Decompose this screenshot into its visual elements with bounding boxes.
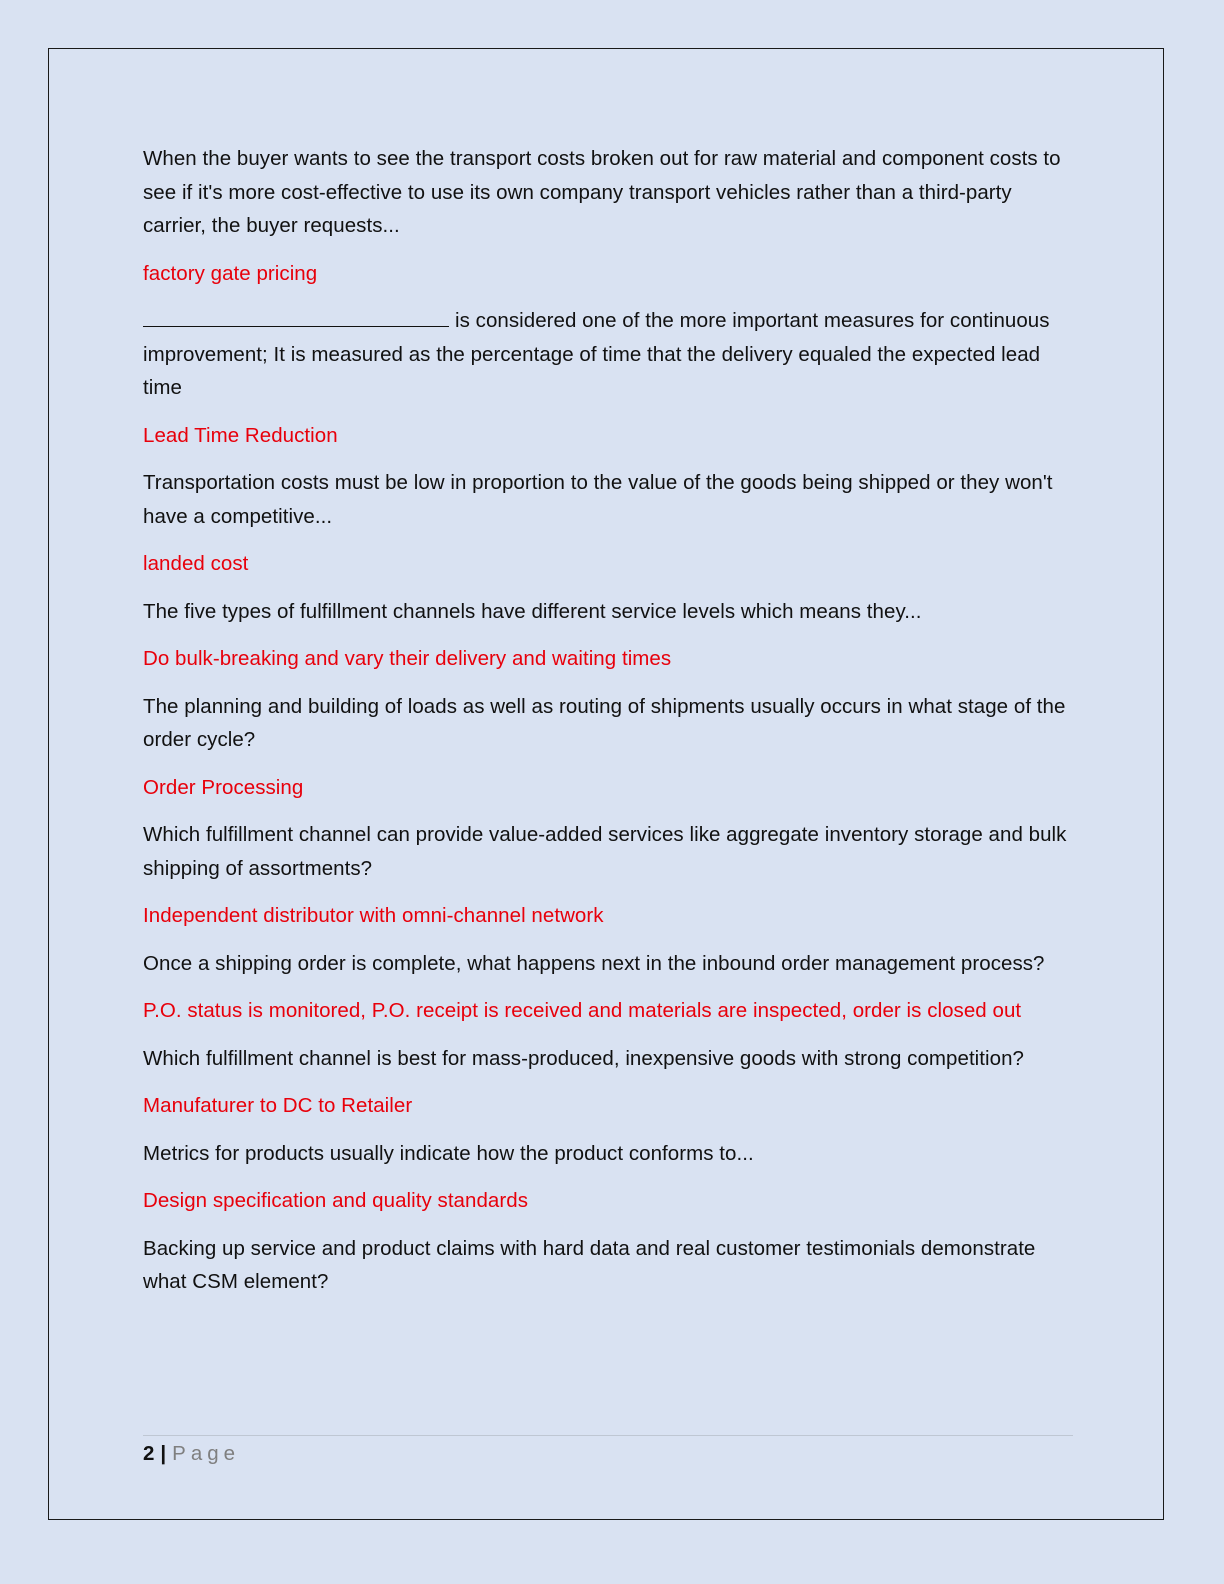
page-label: Page: [172, 1442, 241, 1465]
question-1: When the buyer wants to see the transport costs broken out for raw material and component costs to see if it's more cost-effective to use its own company transport vehicles rather than a third-party carrier, the buyer requests...: [143, 147, 1061, 237]
answer-4: Do bulk-breaking and vary their delivery and waiting times: [143, 647, 672, 670]
question-7: Once a shipping order is complete, what happens next in the inbound order management process?: [143, 951, 1045, 975]
question-2-text: is considered one of the more important measures for continuous improvement; It is measured as the percentage of time that the delivery equaled the expected lead time: [143, 309, 1050, 399]
answer-1: factory gate pricing: [143, 261, 318, 285]
answer-7: P.O. status is monitored, P.O. receipt is received and materials are inspected, order is closed out: [143, 999, 1022, 1022]
question-4: The five types of fulfillment channels have different service levels which means they...: [143, 599, 922, 623]
answer-5: Order Processing: [143, 775, 304, 799]
page-number: 2: [143, 1442, 155, 1465]
question-5: The planning and building of loads as well as routing of shipments usually occurs in what stage of the order cycle?: [143, 694, 1066, 751]
answer-6: Independent distributor with omni-channel network: [143, 904, 604, 927]
fill-in-blank: [143, 305, 449, 327]
question-6: Which fulfillment channel can provide value-added services like aggregate inventory storage and bulk shipping of assortments?: [143, 823, 1067, 880]
question-3: Transportation costs must be low in proportion to the value of the goods being shipped or they won't have a competitive...: [143, 471, 1053, 528]
answer-2: Lead Time Reduction: [143, 423, 338, 447]
question-9: Metrics for products usually indicate how the product conforms to...: [143, 1141, 754, 1165]
answer-8: Manufaturer to DC to Retailer: [143, 1094, 413, 1117]
question-8: Which fulfillment channel is best for mass-produced, inexpensive goods with strong competition?: [143, 1046, 1024, 1070]
page-footer: [143, 1440, 240, 1468]
answer-9: Design specification and quality standards: [143, 1189, 528, 1212]
footer-separator: |: [160, 1442, 167, 1465]
footer-divider: [143, 1435, 1073, 1436]
answer-3: landed cost: [143, 552, 249, 575]
question-10: Backing up service and product claims with hard data and real customer testimonials demonstrate what CSM element?: [143, 1236, 1036, 1293]
question-2: [143, 304, 1073, 405]
document-body: [143, 142, 1073, 1313]
